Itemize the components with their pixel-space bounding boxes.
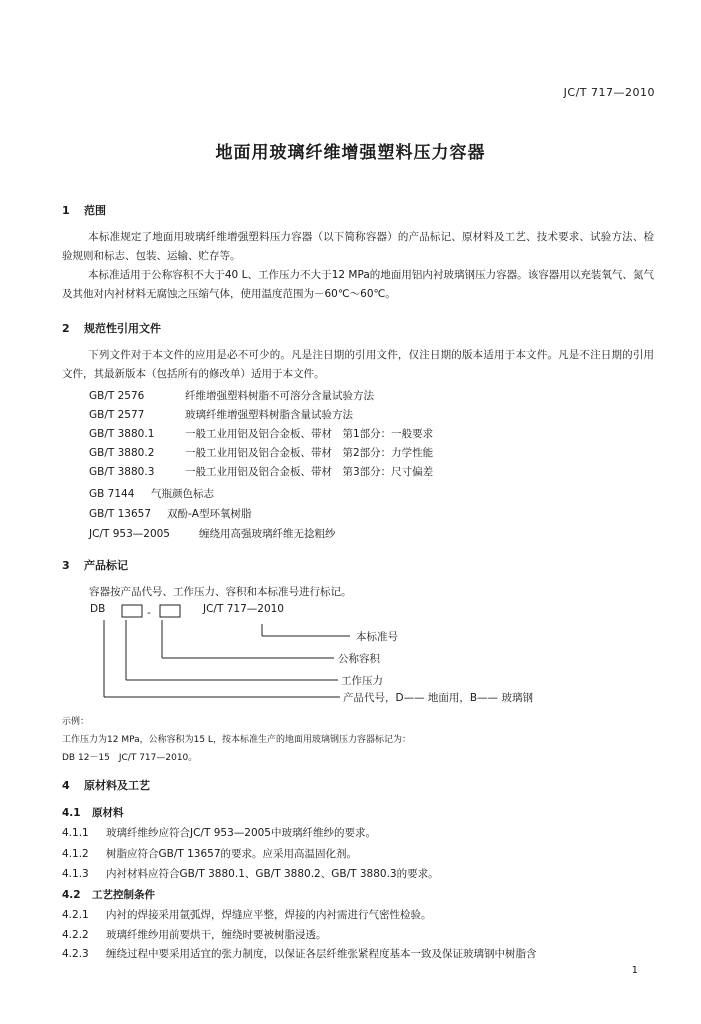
marking-intro: 容器按产品代号、工作压力、容积和本标准号进行标记。: [89, 586, 352, 598]
scope-paragraph-2: 本标准适用于公称容积不大于40 L、工作压力不大于12 MPa的地面用铝内衬玻璃钢压力容器。该容器用以充装氧气、氮气及其他对内衬材料无腐蚀之压缩气体，使用温度范围为－60℃～60℃。: [62, 269, 654, 300]
subsection-heading: 4.1 原材料: [62, 807, 124, 819]
clause: 4.1.2 树脂应符合GB/T 13657的要求。应采用高温固化剂。: [62, 848, 358, 860]
page-number: 1: [631, 965, 638, 976]
label-product-code: 产品代号，D—— 地面用，B—— 玻璃钢: [343, 692, 533, 704]
section-title: 规范性引用文件: [84, 322, 161, 335]
clause: 4.2.3 缠绕过程中要采用适宜的张力制度，以保证各层纤维张紧程度基本一致及保证玻璃钢中树脂含: [62, 948, 537, 960]
clause: 4.2.1 内衬的焊接采用氩弧焊，焊缝应平整，焊接的内衬需进行气密性检验。: [62, 909, 432, 921]
example-label: 示例：: [62, 717, 90, 727]
section-title: 范围: [84, 204, 106, 217]
references-intro: 下列文件对于本文件的应用是必不可少的。凡是注日期的引用文件，仅注日期的版本适用于本文件。凡是不注日期的引用文件，其最新版本（包括所有的修改单）适用于本文件。: [62, 349, 654, 380]
label-nominal-volume: 公称容积: [338, 653, 380, 665]
section-number: 2: [62, 322, 70, 335]
reference-item: JC/T 953—2005 缠绕用高强玻璃纤维无捻粗纱: [89, 528, 336, 540]
reference-item: GB/T 3880.3 一般工业用铝及铝合金板、带材 第3部分：尺寸偏差: [89, 466, 434, 478]
document-code: JC/T 717—2010: [563, 86, 655, 99]
reference-item: GB/T 2576 纤维增强塑料树脂不可溶分含量试验方法: [89, 390, 374, 402]
example-text: 工作压力为12 MPa，公称容积为15 L，按本标准生产的地面用玻璃钢压力容器标记为：: [62, 735, 411, 745]
reference-item: GB/T 3880.2 一般工业用铝及铝合金板、带材 第2部分：力学性能: [89, 447, 434, 459]
subsection-heading: 4.2 工艺控制条件: [62, 889, 155, 901]
section-title: 产品标记: [84, 559, 128, 572]
marking-product-code: DB: [90, 603, 106, 615]
label-standard-number: 本标准号: [356, 631, 398, 643]
reference-item: GB/T 2577 玻璃纤维增强塑料树脂含量试验方法: [89, 409, 353, 421]
clause: 4.1.1 玻璃纤维纱应符合JC/T 953—2005中玻璃纤维纱的要求。: [62, 827, 376, 839]
section-heading-4: [62, 777, 150, 793]
section-number: 1: [62, 204, 70, 217]
reference-item: GB 7144 气瓶颜色标志: [89, 488, 214, 500]
svg-text:-: -: [147, 607, 151, 619]
label-working-pressure: 工作压力: [341, 675, 383, 687]
marking-box-pressure: [122, 605, 142, 617]
document-title: 地面用玻璃纤维增强塑料压力容器: [215, 143, 486, 163]
reference-item: GB/T 13657 双酚-A型环氧树脂: [89, 508, 252, 520]
section-title: 原材料及工艺: [84, 779, 150, 792]
clause: 4.2.2 玻璃纤维纱用前要烘干，缠绕时要被树脂浸透。: [62, 929, 327, 941]
scope-paragraph-1: 本标准规定了地面用玻璃纤维增强塑料压力容器（以下简称容器）的产品标记、原材料及工艺、技术要求、试验方法、检验规则和标志、包装、运输、贮存等。: [62, 231, 654, 262]
example-mark: DB 12－15 JC/T 717—2010。: [62, 753, 198, 763]
marking-standard-number: JC/T 717—2010: [203, 603, 284, 615]
clause: 4.1.3 内衬材料应符合GB/T 3880.1、GB/T 3880.2、GB/T 3880.3的要求。: [62, 868, 439, 880]
marking-box-volume: [160, 605, 180, 617]
reference-item: GB/T 3880.1 一般工业用铝及铝合金板、带材 第1部分：一般要求: [89, 428, 434, 440]
section-number: 4: [62, 779, 70, 792]
section-number: 3: [62, 559, 70, 572]
